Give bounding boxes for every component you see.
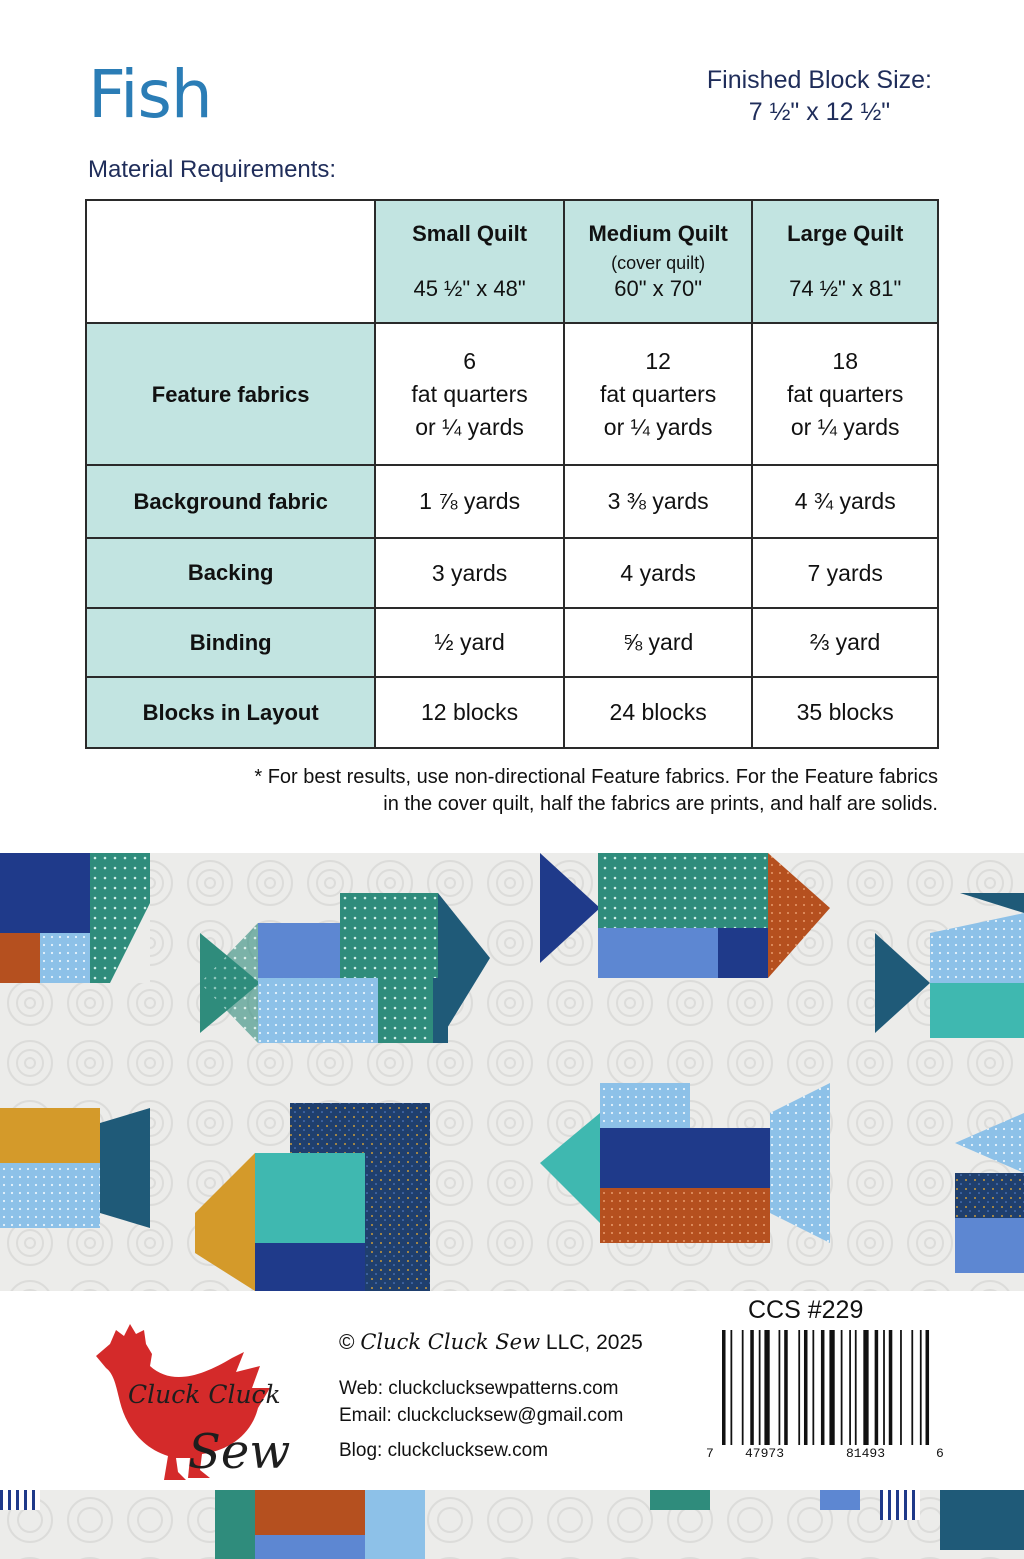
material-requirements-title: Material Requirements: (88, 156, 337, 183)
material-table (85, 199, 939, 749)
table-cell: 12 blocks (375, 677, 564, 748)
barcode-bar (784, 1330, 788, 1445)
barcode-bar (798, 1330, 800, 1445)
barcode-bar (742, 1330, 744, 1445)
row-label-background-fabric: Background fabric (86, 465, 375, 538)
barcode-bar (926, 1330, 930, 1445)
table-cell: 1 ⅞ yards (375, 465, 564, 538)
table-row (86, 323, 938, 465)
barcode-bar (863, 1330, 868, 1445)
table-cell: 3 ⅜ yards (564, 465, 753, 538)
barcode (722, 1330, 934, 1445)
block-size-label: Finished Block Size: (706, 66, 932, 94)
barcode-bar (759, 1330, 761, 1445)
table-row (86, 677, 938, 748)
barcode-bar (875, 1330, 879, 1445)
table-row (86, 608, 938, 677)
table-cell: 3 yards (375, 538, 564, 608)
cell-feature-medium: 12 fat quarters or ¼ yards (564, 323, 753, 465)
row-label-binding: Binding (86, 608, 375, 677)
blog-link[interactable]: Blog: cluckclucksew.com (339, 1440, 549, 1461)
table-corner-cell (86, 200, 375, 323)
table-cell: 35 blocks (752, 677, 938, 748)
web-link[interactable]: Web: cluckclucksewpatterns.com (339, 1378, 619, 1399)
barcode-bar (730, 1330, 732, 1445)
row-label-backing: Backing (86, 538, 375, 608)
barcode-bar (829, 1330, 834, 1445)
logo-text-line2: Sew (188, 1424, 291, 1480)
quilt-photo-bottom (0, 1490, 1024, 1559)
table-header-row (86, 200, 938, 323)
barcode-digit-lead: 7 (706, 1446, 714, 1461)
barcode-bar (849, 1330, 851, 1445)
barcode-bar (889, 1330, 893, 1445)
table-row (86, 538, 938, 608)
row-label-feature-fabrics: Feature fabrics (86, 323, 375, 465)
barcode-bar (821, 1330, 825, 1445)
copyright-brand: Cluck Cluck Sew (360, 1330, 541, 1354)
table-cell: 4 ¾ yards (752, 465, 938, 538)
barcode-bar (841, 1330, 843, 1445)
fabric-note: * For best results, use non-directional Feature fabrics. For the Feature fabrics in the cover quilt, half the fabrics are prints, and half are solids. (254, 766, 938, 815)
product-sku: CCS #229 (748, 1296, 864, 1324)
barcode-bar (764, 1330, 769, 1445)
table-cell: 24 blocks (564, 677, 753, 748)
fish-block-left-mid (0, 1108, 150, 1228)
table-cell: ½ yard (375, 608, 564, 677)
column-header-small: Small Quilt 45 ½" x 48" (375, 200, 564, 323)
barcode-bar (779, 1330, 781, 1445)
barcode-digits-right: 81493 (846, 1446, 886, 1461)
cell-feature-small: 6 fat quarters or ¼ yards (375, 323, 564, 465)
copyright: © Cluck Cluck Sew LLC, 2025 (339, 1330, 643, 1354)
barcode-bar (855, 1330, 857, 1445)
page-title: Fish (88, 56, 212, 133)
barcode-bar (812, 1330, 814, 1445)
table-cell: ⅔ yard (752, 608, 938, 677)
barcode-bar (750, 1330, 754, 1445)
table-row (86, 465, 938, 538)
barcode-bar (900, 1330, 902, 1445)
quilt-photo (0, 853, 1024, 1291)
barcode-bar (920, 1330, 922, 1445)
barcode-bar (883, 1330, 885, 1445)
barcode-digits-left: 47973 (745, 1446, 785, 1461)
barcode-bar (722, 1330, 726, 1445)
block-size (707, 64, 932, 128)
barcode-bar (911, 1330, 913, 1445)
block-size-value: 7 ½" x 12 ½" (748, 98, 891, 126)
row-label-blocks-in-layout: Blocks in Layout (86, 677, 375, 748)
table-cell: 7 yards (752, 538, 938, 608)
cell-feature-large: 18 fat quarters or ¼ yards (752, 323, 938, 465)
table-cell: ⅝ yard (564, 608, 753, 677)
column-header-medium: Medium Quilt (cover quilt) 60" x 70" (564, 200, 753, 323)
fish-block-top-left (0, 853, 150, 983)
email-link[interactable]: Email: cluckclucksew@gmail.com (339, 1405, 624, 1426)
table-cell: 4 yards (564, 538, 753, 608)
column-header-large: Large Quilt 74 ½" x 81" (752, 200, 938, 323)
barcode-bar (804, 1330, 808, 1445)
barcode-digit-check: 6 (936, 1446, 944, 1461)
logo-text-line1: Cluck Cluck (128, 1380, 281, 1409)
